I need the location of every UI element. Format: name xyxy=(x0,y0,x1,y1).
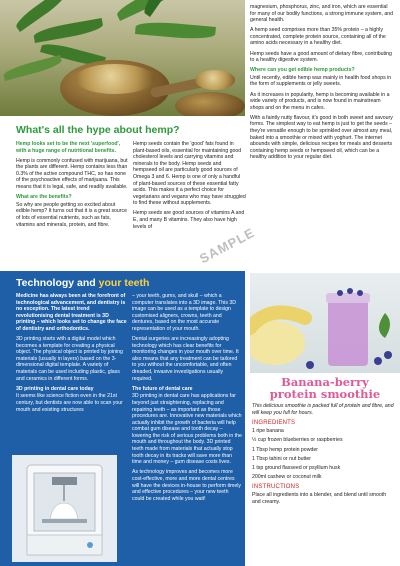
subheading: The future of dental care xyxy=(132,385,193,392)
paragraph: Hemp is commonly confused with marijuana, but the plants are different. Hemp contains less than 0.3% of the active compound THC, so has none of the psychoactive effects of marijuana. This means that it is legal, safe, and readily available. xyxy=(16,157,128,191)
paragraph: With a faintly nutty flavour, it's good in both sweet and savoury forms. The simplest way to eat hemp is just to get the seeds – they're versatile enough to be sprinkled over almost any meal, baked into a smoothie or mixed with yoghurt. The internet abounds with simple, delicious recipes for meals and desserts containing hemp seeds or hempseed oil, which can be a healthy addition to your regular diet. xyxy=(250,114,393,161)
paragraph: Hemp seeds have a good amount of dietary fibre, contributing to a healthy digestive system. xyxy=(250,50,392,64)
hemp-article-column-1 xyxy=(16,141,128,232)
paragraph: – your teeth, gums, and skull – which a computer translates into a 3D image. This 3D image can be used as a template to design customised aligners, crowns, teeth and dentures, based on the most accurate representation of your mouth. xyxy=(132,293,236,332)
sample-watermark: SAMPLE xyxy=(197,224,258,267)
3d-printer-image xyxy=(12,455,117,562)
paragraph: Hemp seeds contain the 'good' fats found in plant-based oils, essential for maintaining good cholesterol levels and carrying vitamins and minerals to the body. Hemp seeds and hempseed oil are particularly good sources of Omega 3 and 6. Hemp is one of only a handful of plant-based sources of these essential fatty acids. This makes it a perfect choice for vegetarians and vegans who may have struggled to find these without supplements. xyxy=(133,141,246,207)
ingredient-item: 200ml cashew or coconut milk xyxy=(252,474,322,481)
ingredient-item: 1 Tbsp hemp protein powder xyxy=(252,446,318,453)
paragraph: As it increases in popularity, hemp is becoming available in a wide variety of products, and is now found in mainstream shops and on the menu in cafes. xyxy=(250,91,390,111)
recipe-intro: This delicious smoothie is packed full of protein and fibre, and will keep you full for hours. xyxy=(252,403,394,416)
title-highlight: your teeth xyxy=(98,277,150,289)
ingredient-item: ½ cup frozen blueberries or raspberries xyxy=(252,437,343,444)
ingredient-item: 1 tsp ground flaxseed or psyllium husk xyxy=(252,465,341,472)
paragraph: It seems like science fiction even in the 21st century, but dentists are now able to scan your mouth and existing structures xyxy=(16,393,123,413)
hemp-article-continued xyxy=(250,4,395,164)
paragraph: A hemp seed comprises more than 35% protein – a highly concentrated, complete protein source, containing all of the amino acids necessary in a healthy diet. xyxy=(250,27,386,47)
smoothie-recipe xyxy=(252,403,396,506)
article-intro: Medicine has always been at the forefront of technological advancement, and dentistry is no exception. The latest trend revolutionising dental treatment is 3D printing – which looks set to change the face of dentistry and orthodontics. xyxy=(16,293,127,332)
paragraph: 3D printing in dental care has applications far beyond just straightening, replacing and repairing teeth – as important as those procedures are. Innovative new materials which actually inhibit the growth of bacteria will help combat gum disease and tooth decay – lowering the risk of serious problems both in the mouth and throughout the body. 3D printed teeth made from materials that actually stop tooth decay in its tracks will save more than time and money – gum disease costs lives. xyxy=(132,393,242,466)
title-line: protein smoothie xyxy=(269,387,381,401)
teeth-article-title xyxy=(16,277,149,289)
instructions-heading: INSTRUCTIONS xyxy=(252,483,300,490)
smoothie-photo xyxy=(250,273,400,373)
subheading: Where can you get edible hemp products? xyxy=(250,67,355,74)
title-part: Technology and xyxy=(16,277,99,289)
title-line: Banana-berry xyxy=(281,375,369,389)
hemp-hero-image xyxy=(0,0,245,116)
hemp-article-title xyxy=(16,124,246,136)
article-intro: Hemp looks set to be the next 'superfood', with a huge range of nutritional benefits. xyxy=(16,141,121,154)
title-part: about hemp? xyxy=(110,124,180,136)
title-part: What's all the xyxy=(16,124,87,136)
paragraph: Until recently, edible hemp was mainly in health food shops in the form of supplements or jelly sweets. xyxy=(250,74,392,88)
paragraph: So why are people getting so excited about edible hemp? It turns out that it is a great source of lots of essential nutrients, such as fats, vitamins and minerals, protein, and fibre. xyxy=(16,201,128,228)
ingredients-heading: INGREDIENTS xyxy=(252,419,296,426)
subheading: What are the benefits? xyxy=(16,194,72,201)
paragraph: 3D printing starts with a digital model which becomes a template for creating a physical object. The physical object is printed by joining materials (usually in layers) based on the 3-dimensional digital template. A variety of materials can be used including plastic, glass and ceramics in different forms. xyxy=(16,336,123,382)
ingredient-item: 1 Tbsp tahini or nut butter xyxy=(252,455,312,462)
paragraph: Dental surgeries are increasingly adopting technology which has clear benefits for monitoring changes in your mouth over time. It also means that any treatment can be tailored to you without the uncomfortable, and often dreaded, invasive investigations usually required. xyxy=(132,336,239,382)
teeth-article-column-2 xyxy=(132,293,242,506)
hemp-article-column-2 xyxy=(133,141,246,234)
teeth-article-column-1 xyxy=(16,293,128,417)
smoothie-title xyxy=(250,376,400,400)
instructions-text: Place all ingredients into a blender, and blend until smooth and creamy. xyxy=(252,492,387,505)
subheading: 3D printing in dental care today xyxy=(16,385,94,392)
title-highlight: hype xyxy=(86,124,111,136)
paragraph: magnesium, phosphorus, zinc, and iron, which are essential for many of our bodily functions, a strong immune system, and general health. xyxy=(250,4,394,24)
paragraph: As technology improves and becomes more cost-effective, more and more dental centres will have the devices in-house to perform timely and effective procedures – your new teeth could be created while you wait! xyxy=(132,469,241,502)
ingredient-item: 1 ripe banana xyxy=(252,428,284,435)
paragraph: Hemp seeds are good sources of vitamins A and E, and many B vitamins. They also have high levels of xyxy=(133,210,245,230)
